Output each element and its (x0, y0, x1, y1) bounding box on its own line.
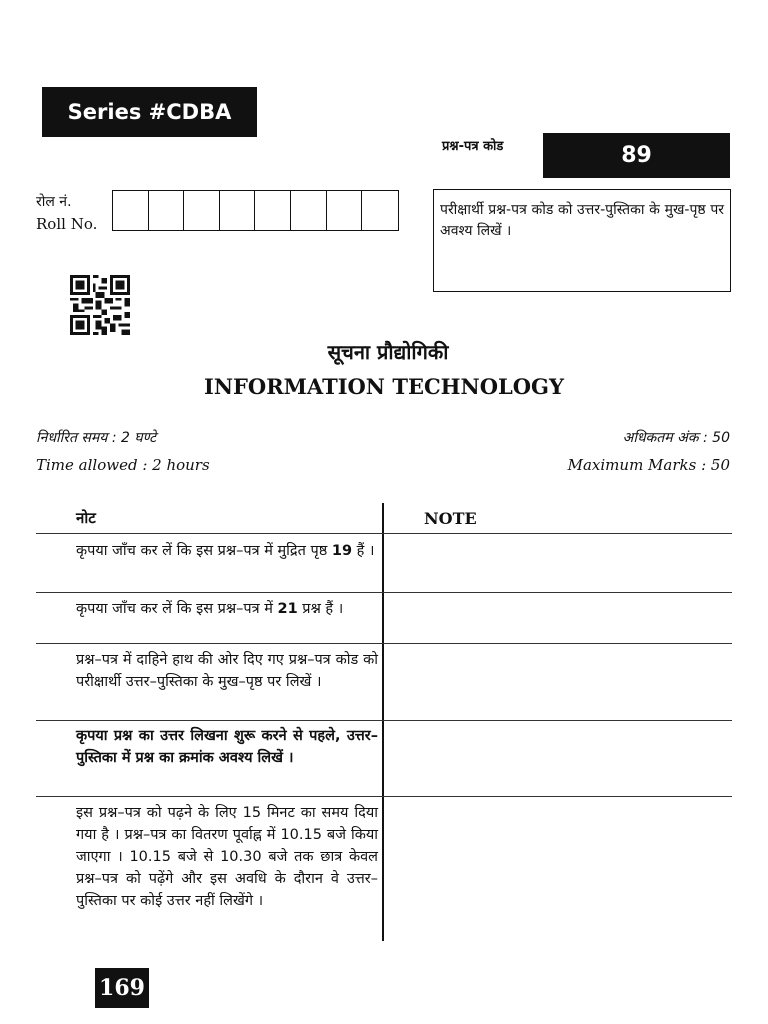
note-item: कृपया जाँच कर लें कि इस प्रश्न–पत्र में 21 प्रश्न हैं । (76, 601, 344, 617)
roll-digit-box[interactable] (184, 191, 220, 230)
note-item: इस प्रश्न–पत्र को पढ़ने के लिए 15 मिनट का समय दिया गया है । प्रश्न–पत्र का वितरण पूर्वाह्न में 10.15 बजे किया जाएगा । 10.15 बजे से 10.30 बजे तक छात्र केवल प्रश्न–पत्र को पढ़ेंगे और इस अवधि के दौरान वे उत्तर–पुस्तिका पर कोई उत्तर नहीं लिखेंगे । (76, 805, 378, 909)
code-instruction-box: परीक्षार्थी प्रश्न-पत्र कोड को उत्तर-पुस्तिका के मुख-पृष्ठ पर अवश्य लिखें । (433, 189, 731, 292)
paper-code: 89 (543, 133, 730, 178)
note-item: प्रश्न–पत्र में दाहिने हाथ की ओर दिए गए प्रश्न–पत्र कोड को परीक्षार्थी उत्तर–पुस्तिका के मुख–पृष्ठ पर लिखें । (76, 652, 378, 690)
roll-digit-box[interactable] (113, 191, 149, 230)
note-heading-english: NOTE (424, 509, 477, 528)
subject-title-hindi: सूचना प्रौद्योगिकी (327, 340, 449, 364)
roll-number-boxes[interactable] (112, 190, 399, 231)
series-label: Series #CDBA (42, 87, 257, 137)
roll-digit-box[interactable] (291, 191, 327, 230)
table-row-divider (36, 592, 732, 593)
table-row-divider (36, 643, 732, 644)
table-row-divider (36, 720, 732, 721)
subject-title-english: INFORMATION TECHNOLOGY (204, 374, 564, 399)
table-column-divider (382, 503, 384, 941)
roll-digit-box[interactable] (220, 191, 256, 230)
page-number: 169 (95, 968, 149, 1008)
note-item: कृपया प्रश्न का उत्तर लिखना शुरू करने से पहले, उत्तर–पुस्तिका में प्रश्न का क्रमांक अवश्य लिखें । (76, 728, 378, 766)
roll-digit-box[interactable] (255, 191, 291, 230)
roll-digit-box[interactable] (149, 191, 185, 230)
note-item: कृपया जाँच कर लें कि इस प्रश्न–पत्र में मुद्रित पृष्ठ 19 हैं । (76, 543, 375, 559)
time-allowed-hindi: निर्धारित समय : 2 घण्टे (36, 430, 157, 446)
roll-label-english: Roll No. (36, 215, 98, 233)
roll-digit-box[interactable] (327, 191, 363, 230)
note-heading-hindi: नोट (76, 509, 96, 527)
qr-code-icon (70, 275, 130, 335)
maximum-marks-english: Maximum Marks : 50 (567, 456, 730, 474)
roll-digit-box[interactable] (362, 191, 398, 230)
roll-label-hindi: रोल नं. (36, 194, 72, 210)
maximum-marks-hindi: अधिकतम अंक : 50 (622, 430, 730, 446)
table-row-divider (36, 533, 732, 534)
table-row-divider (36, 796, 732, 797)
paper-code-label: प्रश्न-पत्र कोड (442, 139, 504, 154)
time-allowed-english: Time allowed : 2 hours (36, 456, 210, 474)
